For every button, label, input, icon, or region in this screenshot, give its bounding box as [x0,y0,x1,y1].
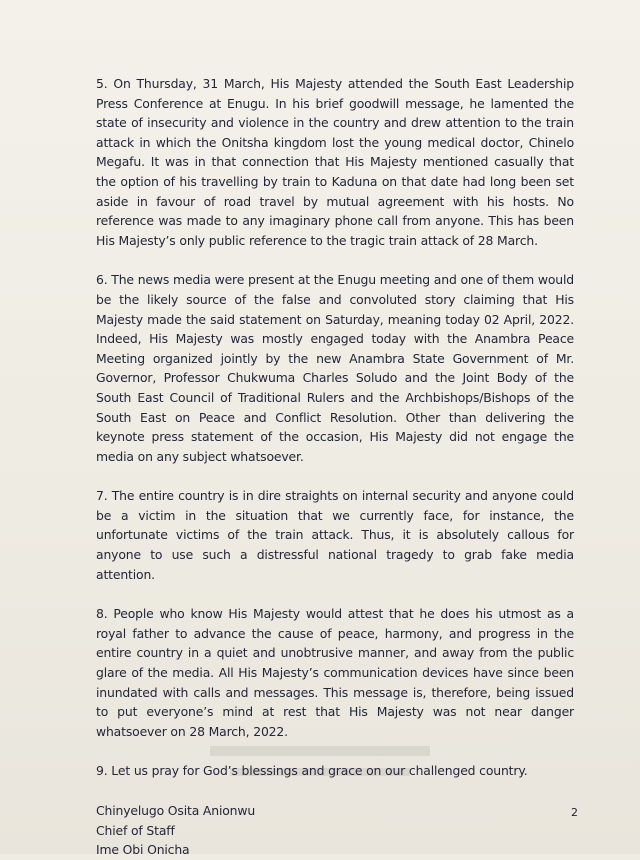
letter-body [96,74,574,860]
paragraph-8: 8. People who know His Majesty would attest that he does his utmost as a royal father to advance the cause of peace, harmony, and progress in the entire country in a quiet and unobtrusive manner, and away from the public glare of the media. All His Majesty’s communication devices have since been inundated with calls and messages. This message is, therefore, being issued to put everyone’s mind at rest that His Majesty was not near danger whatsoever on 28 March, 2022. [96,606,574,739]
signatory-name: Chinyelugo Osita Anionwu [96,803,256,818]
signatory-title: Chief of Staff [96,822,175,838]
paragraph-6: 6. The news media were present at the Enugu meeting and one of them would be the likely source of the false and convoluted story claiming that His Majesty made the said statement on Saturday, meaning today 02 April, 2022. Indeed, His Majesty was mostly engaged today with the Anambra Peace Meeting organized jointly by the new Anambra State Government of Mr. Governor, Professor Chukwuma Charles Soludo and the Joint Body of the South East Council of Traditional Rulers and the Archbishops/Bishops of the South East on Peace and Conflict Resolution. Other than delivering the keynote press statement of the occasion, His Majesty did not engage the media on any subject whatsoever. [96,272,574,464]
signature-block [96,801,574,860]
page-number: 2 [571,806,578,819]
paragraph-9: 9. Let us pray for God’s blessings and grace on our challenged country. [96,763,528,779]
signatory-office: Ime Obi Onicha [96,842,190,858]
paragraph-5: 5. On Thursday, 31 March, His Majesty attended the South East Leadership Press Conference at Enugu. In his brief goodwill message, he lamented the state of insecurity and violence in the country and drew attention to the train attack in which the Onitsha kingdom lost the young medical doctor, Chinelo Megafu. It was in that connection that His Majesty mentioned casually that the option of his travelling by train to Kaduna on that date had long been set aside in favour of road travel by mutual agreement with his hosts. No reference was made to any imaginary phone call from anyone. This has been His Majesty’s only public reference to the tragic train attack of 28 March. [96,76,574,248]
paragraph-7: 7. The entire country is in dire straights on internal security and anyone could be a victim in the situation that we currently face, for instance, the unfortunate victims of the train attack. Thus, it is absolutely callous for anyone to use such a distressful national tragedy to grab fake media attention. [96,488,574,582]
